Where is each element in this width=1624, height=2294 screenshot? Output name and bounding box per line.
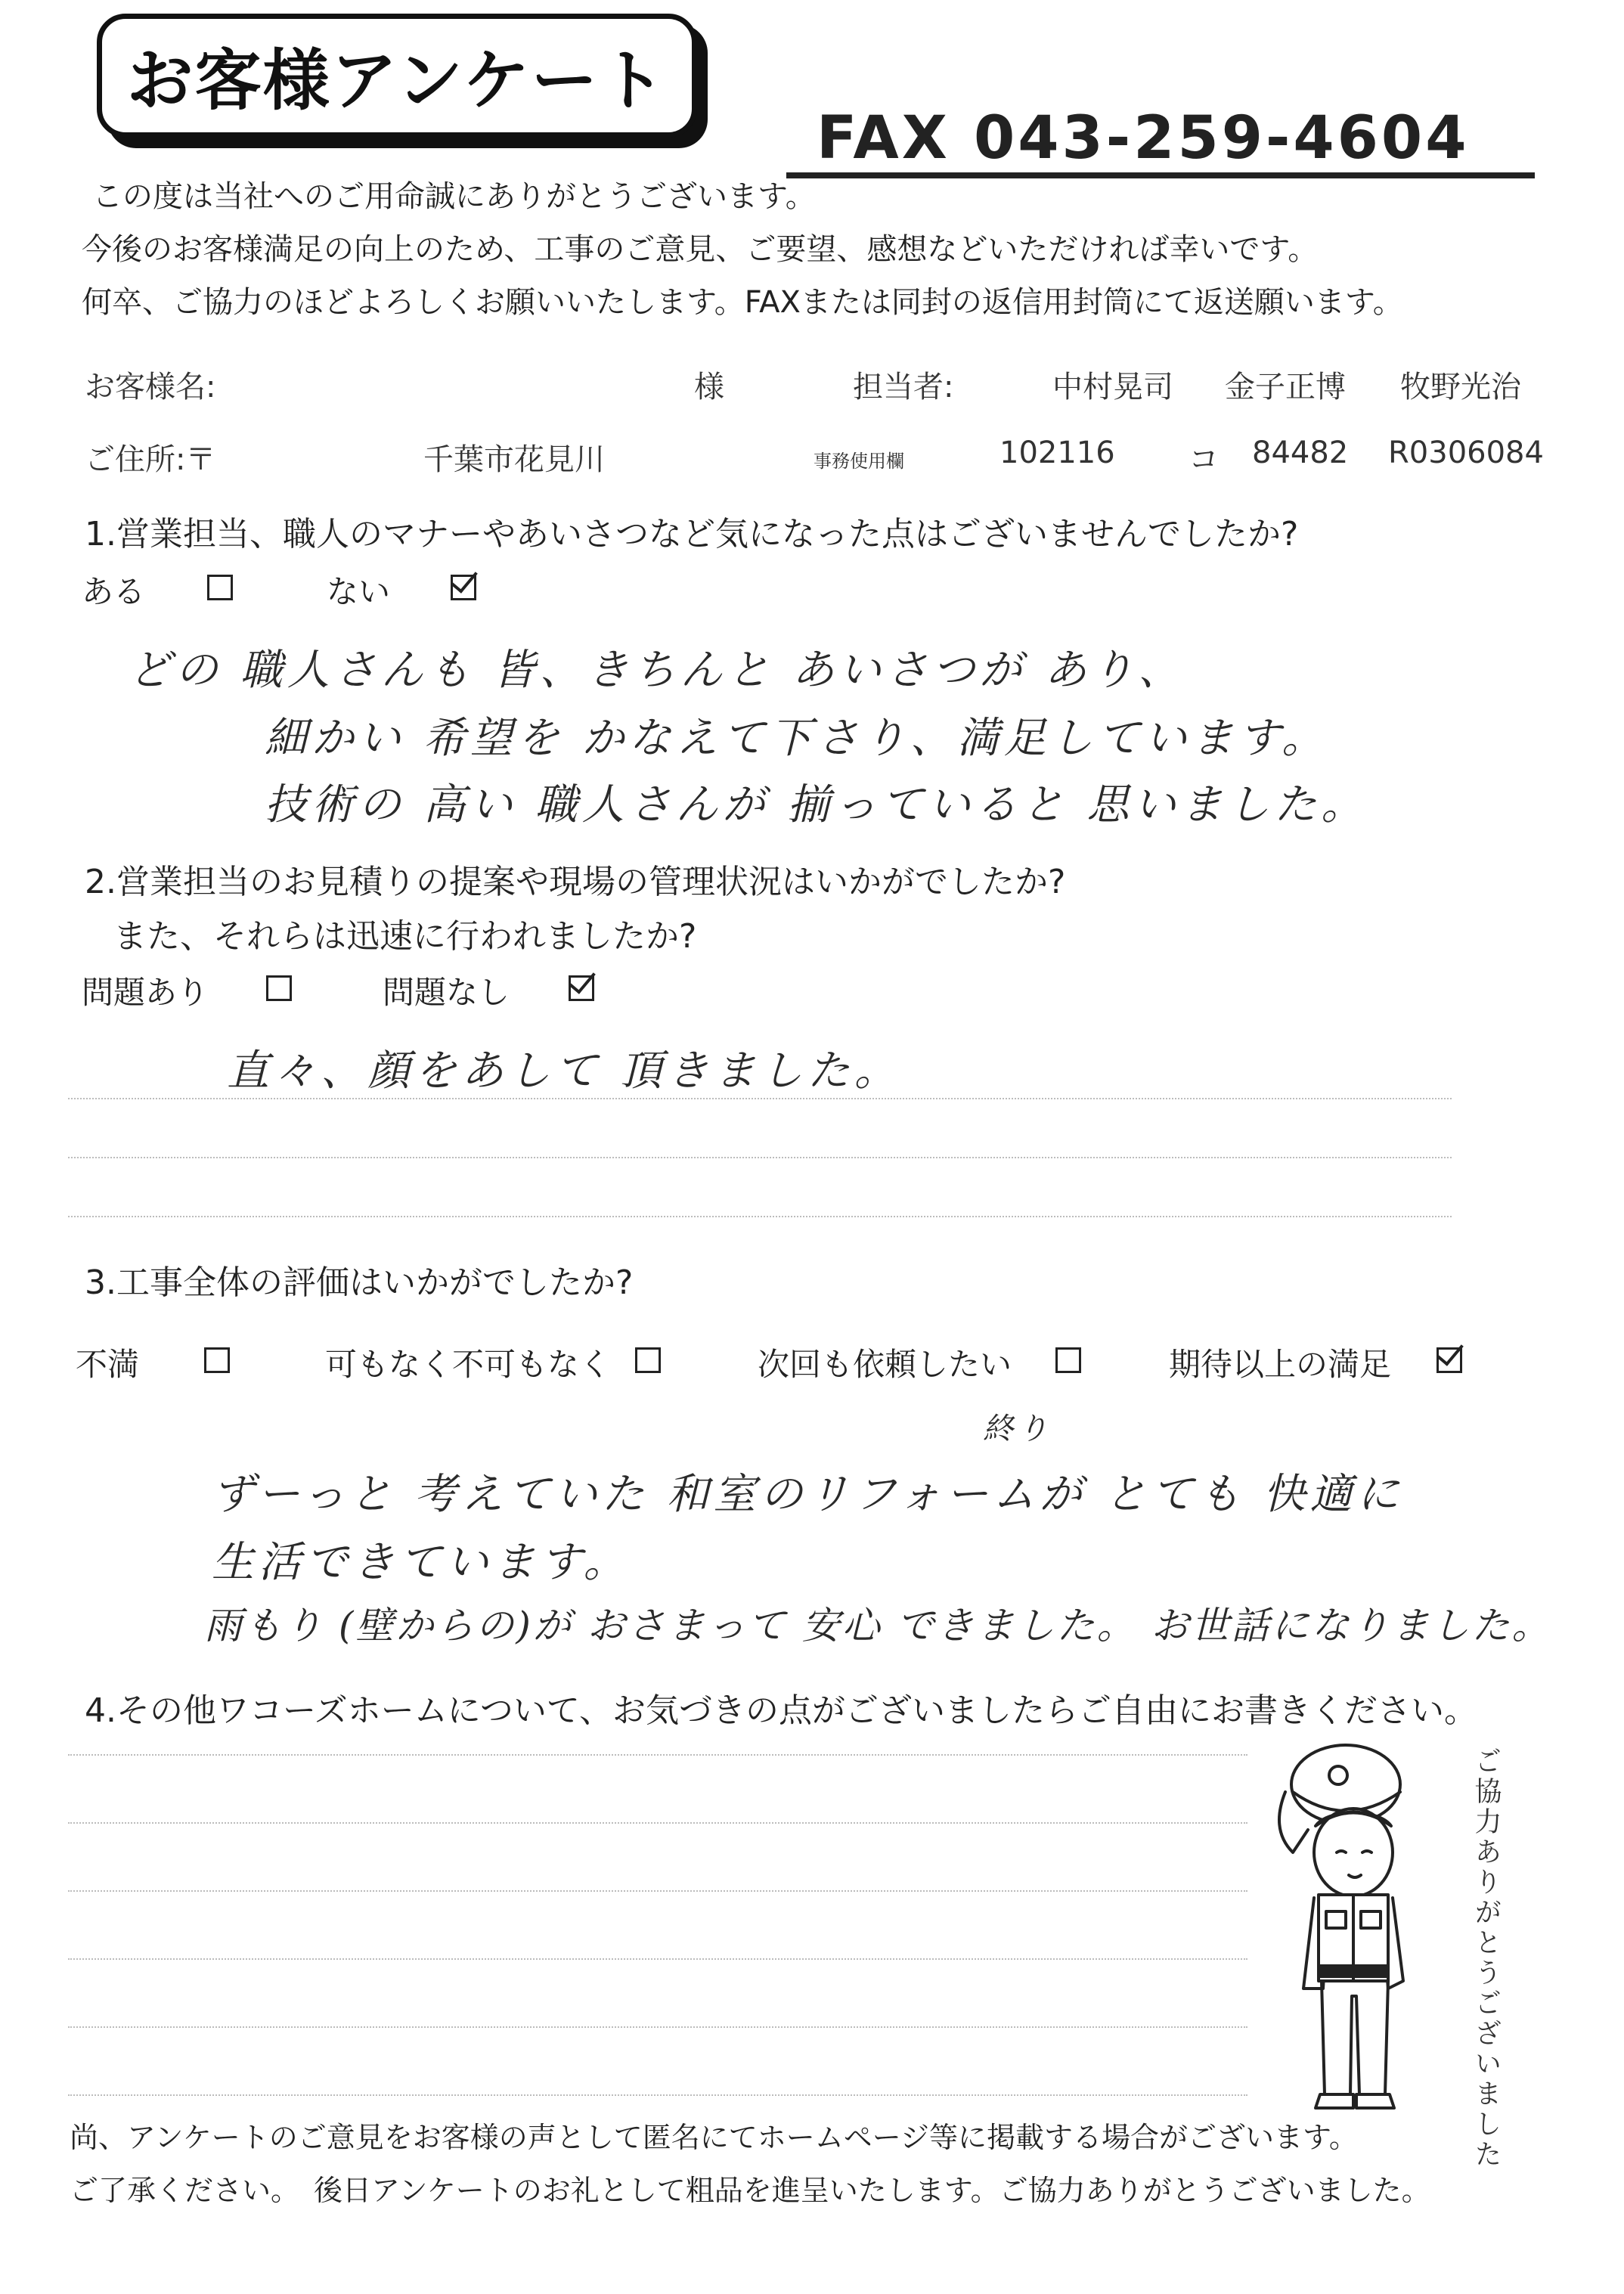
q3-option-request-again: 次回も依頼したい: [758, 1346, 1012, 1383]
q2-answer: 直々、顔をあして 頂きました。: [227, 1046, 901, 1096]
q3-option-dissatisfied: 不満: [76, 1346, 140, 1383]
q3-checkbox-neutral[interactable]: [635, 1347, 661, 1373]
q4-rule-2: [68, 1822, 1247, 1824]
office-use-label: 事務使用欄: [814, 451, 904, 472]
address-value: 千葉市花見川: [423, 442, 605, 477]
q2-rule-1: [68, 1098, 1452, 1099]
q2-checkbox-problem[interactable]: [266, 975, 292, 1001]
intro-line-3: 何卒、ご協力のほどよろしくお願いいたします。FAXまたは同封の返信用封筒にて返送願います。: [82, 285, 1403, 320]
q3-checkbox-request-again[interactable]: [1055, 1347, 1081, 1373]
q1-answer-line-2: 細かい 希望を かなえて下さり、満足しています。: [265, 714, 1329, 763]
q1-answer-line-3: 技術の 高い 職人さんが 揃っていると 思いました。: [265, 780, 1368, 829]
worker-illustration: [1240, 1739, 1467, 2117]
q2-option-problem: 問題あり: [82, 974, 209, 1011]
q4-question: 4.その他ワコーズホームについて、お気づきの点がございましたらご自由にお書きください。: [85, 1691, 1478, 1730]
fax-underline: [786, 172, 1535, 178]
q3-answer-line-1: ずーっと 考えていた 和室のリフォームが とても 快適に: [212, 1470, 1404, 1519]
address-label: ご住所:〒: [85, 442, 216, 477]
q3-question: 3.工事全体の評価はいかがでしたか?: [85, 1263, 634, 1302]
footer-line-1: 尚、アンケートのご意見をお客様の声として匿名にてホームページ等に掲載する場合がございます。: [70, 2121, 1358, 2154]
intro-line-1: この度は当社へのご用命誠にありがとうございます。: [92, 179, 816, 214]
q3-answer-line-2: 生活できています。: [212, 1538, 631, 1587]
thanks-vertical-text: ご協力ありがとうございました: [1471, 1747, 1502, 2170]
q4-rule-3: [68, 1890, 1247, 1892]
q4-rule-4: [68, 1958, 1247, 1960]
q4-rule-1: [68, 1754, 1247, 1756]
office-code-mark: コ: [1189, 442, 1219, 477]
q2-option-no-problem: 問題なし: [383, 974, 510, 1011]
office-code-3: R0306084: [1388, 436, 1544, 470]
customer-name-label: お客様名:: [85, 370, 216, 405]
customer-honorific: 様: [694, 370, 724, 405]
footer-line-2: ご了承ください。 後日アンケートのお礼として粗品を進呈いたします。ご協力ありがとうございました。: [70, 2174, 1430, 2207]
staff-name-2: 金子正博: [1225, 370, 1346, 405]
q1-question: 1.営業担当、職人のマナーやあいさつなど気になった点はございませんでしたか?: [85, 515, 1299, 553]
q1-option-no: ない: [327, 573, 391, 610]
office-code-2: 84482: [1252, 436, 1349, 470]
office-code-1: 102116: [1000, 436, 1115, 470]
q4-rule-5: [68, 2026, 1247, 2028]
survey-title-box: [97, 14, 697, 138]
q3-option-beyond-expectation: 期待以上の満足: [1169, 1346, 1392, 1383]
q1-checkbox-no[interactable]: [451, 575, 476, 600]
staff-name-3: 牧野光治: [1400, 370, 1521, 405]
q3-answer-line-3: 雨もり (壁からの)が おさまって 安心 できました。 お世話になりました。: [204, 1604, 1552, 1648]
q3-option-neutral: 可もなく不可もなく: [325, 1346, 612, 1383]
q2-question-line-2: また、それらは迅速に行われましたか?: [113, 917, 697, 956]
q4-rule-6: [68, 2094, 1247, 2096]
q1-checkbox-yes[interactable]: [207, 575, 233, 600]
q3-checkbox-dissatisfied[interactable]: [204, 1347, 230, 1373]
fax-number: FAX 043-259-4604: [817, 104, 1470, 172]
q2-question-line-1: 2.営業担当のお見積りの提案や現場の管理状況はいかがでしたか?: [85, 863, 1066, 901]
q1-answer-line-1: どの 職人さんも 皆、きちんと あいさつが あり、: [129, 646, 1185, 695]
q3-checkbox-beyond-expectation[interactable]: [1436, 1347, 1462, 1373]
q2-rule-3: [68, 1216, 1452, 1217]
q3-answer-note: 終り: [983, 1412, 1052, 1446]
q2-checkbox-no-problem[interactable]: [569, 975, 594, 1001]
intro-line-2: 今後のお客様満足の向上のため、工事のご意見、ご要望、感想などいただければ幸いです。: [82, 232, 1319, 267]
q2-rule-2: [68, 1157, 1452, 1158]
staff-label: 担当者:: [853, 370, 954, 405]
staff-name-1: 中村晃司: [1052, 370, 1173, 405]
survey-title: お客様アンケート: [126, 42, 668, 119]
q1-option-yes: ある: [82, 573, 146, 610]
